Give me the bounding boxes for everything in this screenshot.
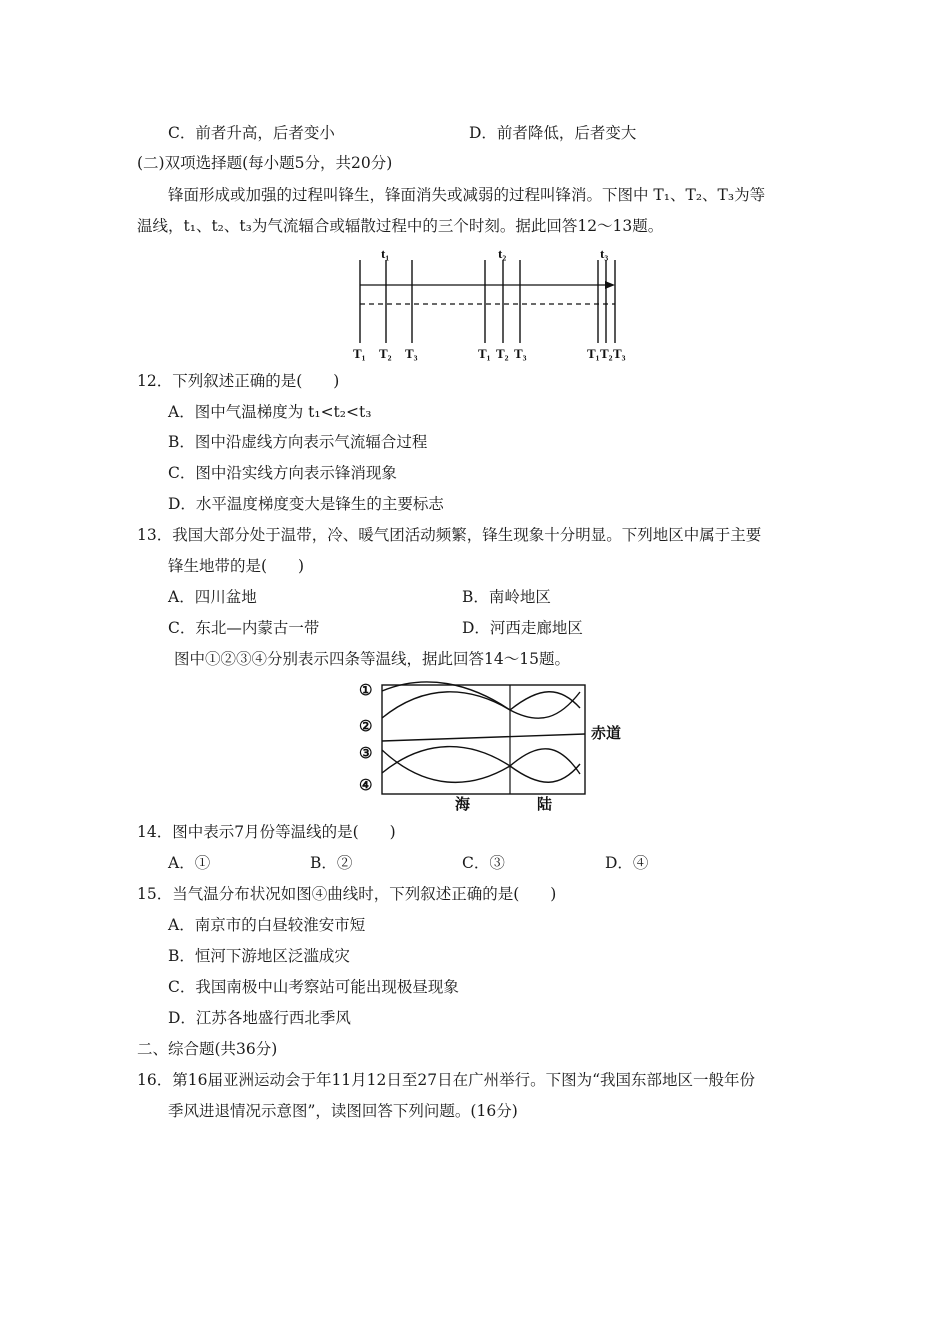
T1-label: T₁ [353, 346, 366, 361]
q14-option-c: C．③ [462, 854, 505, 872]
q15-option-a: A．南京市的白昼较淮安市短 [168, 916, 366, 934]
arrow-head-icon [605, 281, 615, 289]
q14-option-a: A．① [168, 854, 211, 872]
q15-option-b: B．恒河下游地区泛滥成灾 [168, 947, 350, 965]
line-2-label: ② [359, 719, 373, 735]
frontogenesis-figure [340, 240, 640, 365]
q15-stem: 15．当气温分布状况如图④曲线时，下列叙述正确的是( ) [137, 885, 557, 903]
q13-option-c: C．东北—内蒙古一带 [168, 619, 320, 637]
section-2-title: 二、综合题(共36分) [137, 1040, 278, 1058]
q14-stem: 14．图中表示7月份等温线的是( ) [137, 823, 396, 841]
q13-option-a: A．四川盆地 [168, 588, 257, 606]
land-label: 陆 [537, 797, 553, 813]
line-3-label: ③ [359, 746, 373, 762]
intro-14-15: 图中①②③④分别表示四条等温线，据此回答14～15题。 [174, 650, 570, 668]
T3-label: T₃ [405, 346, 418, 361]
line-1-label: ① [359, 683, 373, 699]
t3-label: t₃ [600, 246, 609, 261]
T2-label: T₂ [379, 346, 392, 361]
q13-option-b: B．南岭地区 [462, 588, 551, 606]
T2-label: T₂ [496, 346, 509, 361]
q12-option-c: C．图中沿实线方向表示锋消现象 [168, 464, 397, 482]
q11-option-c: C．前者升高，后者变小 [168, 124, 335, 142]
q13-stem-line2: 锋生地带的是( ) [168, 557, 305, 575]
isotherm-curve-1 [382, 682, 580, 710]
q16-stem-line2: 季风进退情况示意图”，读图回答下列问题。(16分) [168, 1102, 518, 1120]
q15-option-c: C．我国南极中山考察站可能出现极昼现象 [168, 978, 459, 996]
isotherm-curve-3 [382, 747, 580, 783]
equator-label: 赤道 [591, 726, 622, 742]
isotherm-curve-2 [382, 692, 580, 718]
T1-label: T₁ [587, 346, 600, 361]
t1-label: t₁ [381, 246, 390, 261]
intro-12-13-line1: 锋面形成或加强的过程叫锋生，锋面消失或减弱的过程叫锋消。下图中 T₁、T₂、T₃为等 [168, 186, 766, 204]
intro-12-13-line2: 温线，t₁、t₂、t₃为气流辐合或辐散过程中的三个时刻。据此回答12～13题。 [137, 217, 664, 235]
t2-label: t₂ [498, 246, 507, 261]
isotherm-figure [355, 678, 635, 813]
q14-option-b: B．② [310, 854, 353, 872]
q12-option-a: A．图中气温梯度为 t₁<t₂<t₃ [168, 403, 372, 421]
T1-label: T₁ [478, 346, 491, 361]
q12-option-b: B．图中沿虚线方向表示气流辐合过程 [168, 433, 428, 451]
q12-stem: 12．下列叙述正确的是( ) [137, 372, 340, 390]
q12-option-d: D．水平温度梯度变大是锋生的主要标志 [168, 495, 444, 513]
T3-label: T₃ [613, 346, 626, 361]
equator-line [382, 734, 585, 741]
section-b-title: (二)双项选择题(每小题5分，共20分) [137, 154, 393, 172]
q13-option-d: D．河西走廊地区 [462, 619, 583, 637]
q15-option-d: D．江苏各地盛行西北季风 [168, 1009, 351, 1027]
T2-label: T₂ [600, 346, 613, 361]
q11-option-d: D．前者降低，后者变大 [469, 124, 637, 142]
T3-label: T₃ [514, 346, 527, 361]
q14-option-d: D．④ [605, 854, 649, 872]
sea-label: 海 [455, 797, 471, 813]
line-4-label: ④ [359, 778, 373, 794]
isotherm-curve-4 [382, 749, 580, 783]
q13-stem-line1: 13．我国大部分处于温带，冷、暖气团活动频繁，锋生现象十分明显。下列地区中属于主要 [137, 526, 762, 544]
q16-stem-line1: 16．第16届亚洲运动会于年11月12日至27日在广州举行。下图为“我国东部地区一般年份 [137, 1071, 756, 1089]
